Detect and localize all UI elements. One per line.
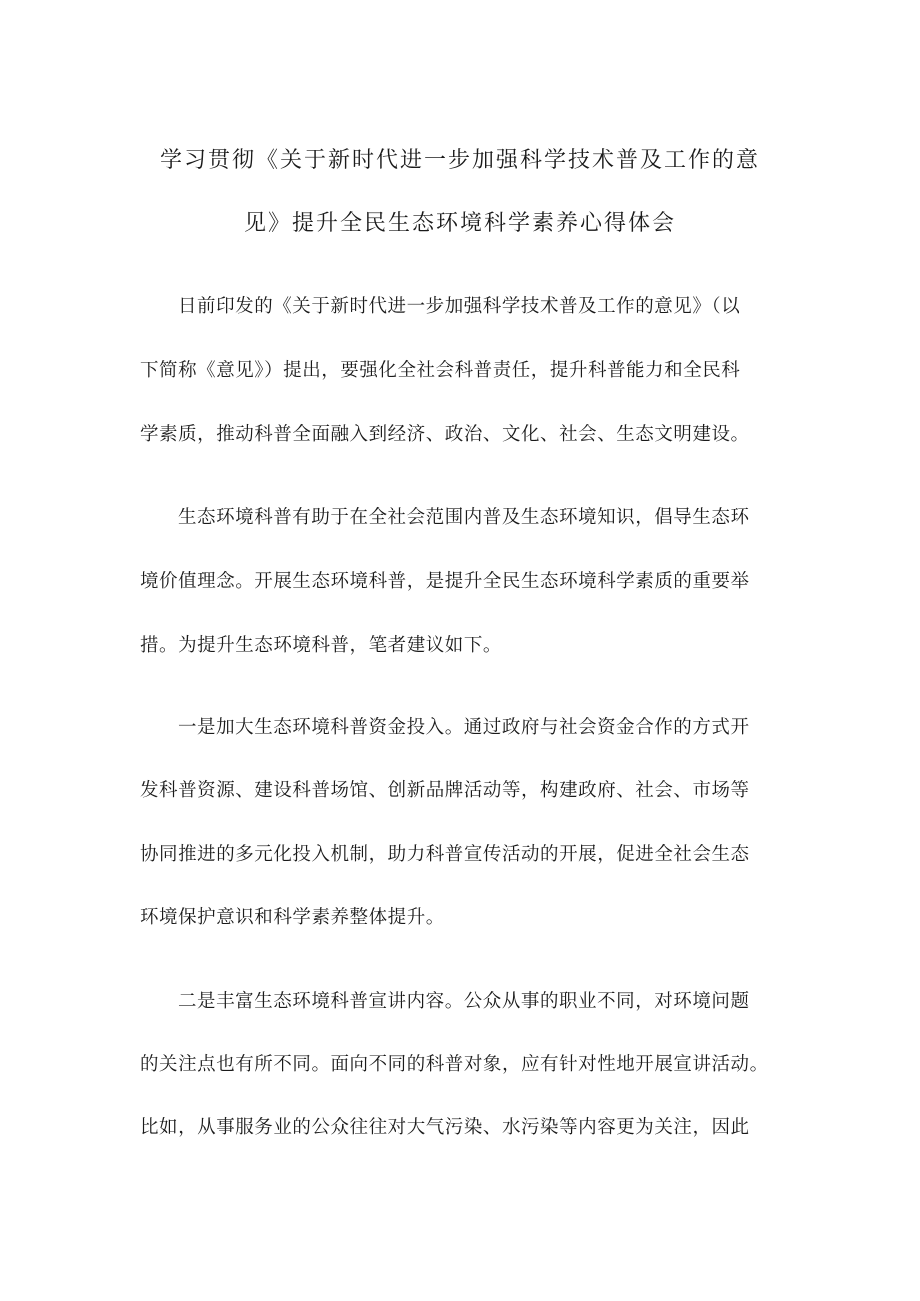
paragraph-line: 一是加大生态环境科普资金投入。通过政府与社会资金合作的方式开 xyxy=(178,717,750,738)
paragraph-line: 协同推进的多元化投入机制，助力科普宣传活动的开展，促进全社会生态 xyxy=(140,844,750,865)
document-title-line-2: 见》提升全民生态环境科学素养心得体会 xyxy=(243,211,676,236)
paragraph-line: 境价值理念。开展生态环境科普，是提升全民生态环境科学素质的重要举 xyxy=(140,571,750,592)
document-title-line-1: 学习贯彻《关于新时代进一步加强科学技术普及工作的意 xyxy=(159,148,760,173)
paragraph-line: 学素质，推动科普全面融入到经济、政治、文化、社会、生态文明建设。 xyxy=(140,424,750,445)
paragraph-line: 的关注点也有所不同。面向不同的科普对象，应有针对性地开展宣讲活动。 xyxy=(140,1054,769,1075)
paragraph-line: 下简称《意见》）提出，要强化全社会科普责任，提升科普能力和全民科 xyxy=(140,360,741,381)
paragraph-line: 二是丰富生态环境科普宣讲内容。公众从事的职业不同，对环境问题 xyxy=(178,991,750,1012)
paragraph-line: 环境保护意识和科学素养整体提升。 xyxy=(140,907,445,928)
paragraph-line: 比如，从事服务业的公众往往对大气污染、水污染等内容更为关注，因此 xyxy=(140,1117,750,1138)
paragraph-line: 日前印发的《关于新时代进一步加强科学技术普及工作的意见》（以 xyxy=(178,296,741,317)
paragraph-line: 生态环境科普有助于在全社会范围内普及生态环境知识，倡导生态环 xyxy=(178,507,750,528)
paragraph-line: 发科普资源、建设科普场馆、创新品牌活动等，构建政府、社会、市场等 xyxy=(140,780,750,801)
paragraph-line: 措。为提升生态环境科普，笔者建议如下。 xyxy=(140,635,502,656)
